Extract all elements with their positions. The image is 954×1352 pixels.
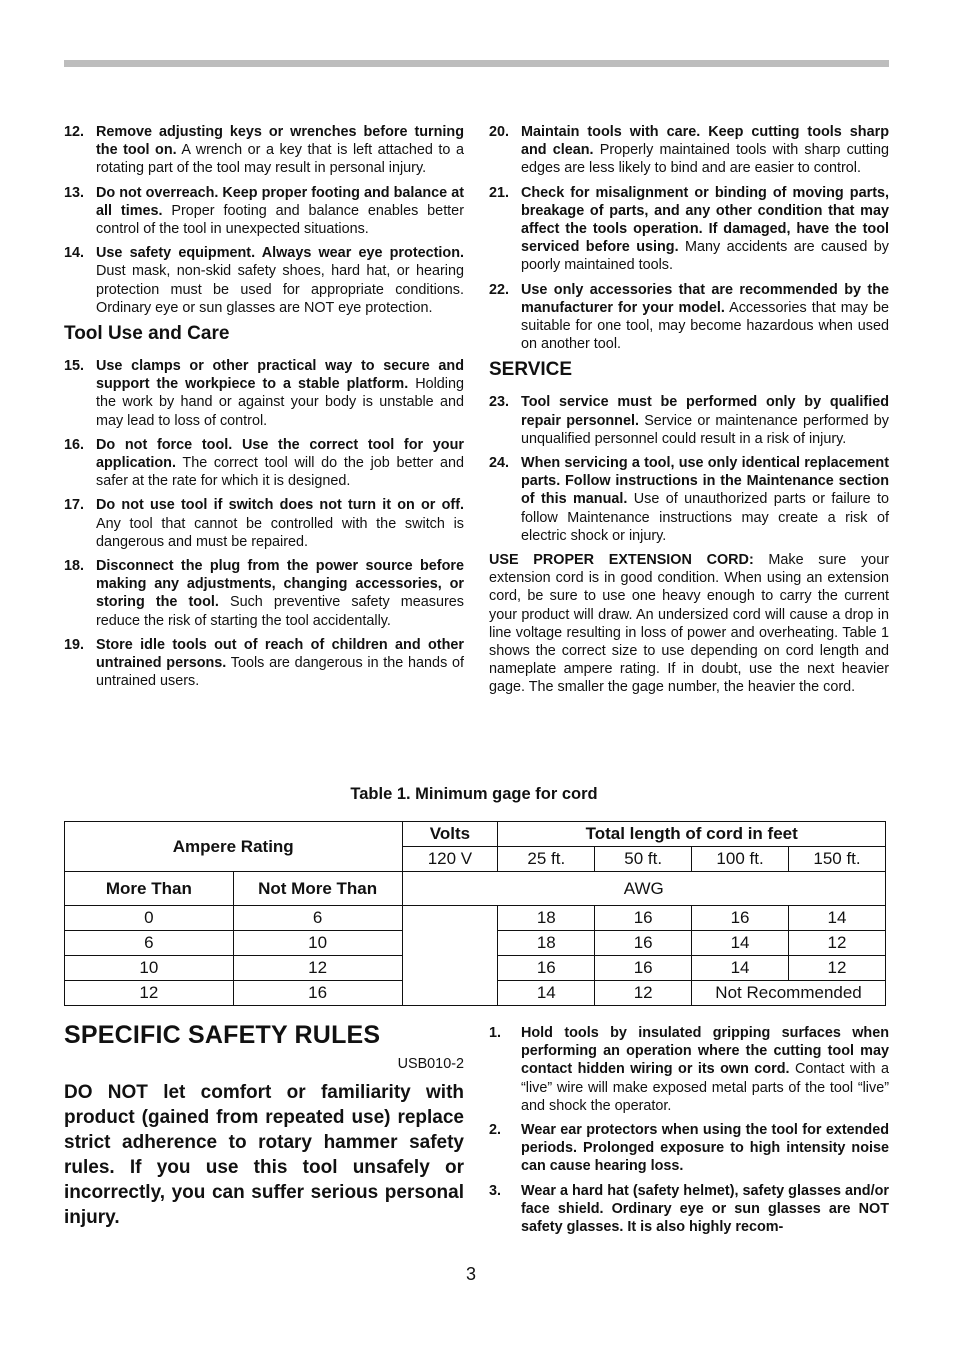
gage-cell: 16 [595,931,692,956]
rule-text: Holding the work by hand or against your body is unstable and may lead to loss of control. [96,376,464,429]
volts-header: Volts [402,822,498,847]
length-100-cell: 100 ft. [692,847,789,872]
not-more-than-cell: 16 [233,981,402,1006]
rule-text: Any tool that cannot be controlled with the switch is dangerous and must be repaired. [96,515,464,550]
table-row [65,906,886,931]
rule-bold: Store idle tools out of reach of children and other untrained persons. [96,636,464,672]
rule-bold: Do not overreach. Keep proper footing and balance at all times. [96,184,464,219]
rule-text: Many accidents are caused by poorly maintained tools. [521,239,889,274]
gage-cell: 18 [498,931,595,956]
rule-item-19 [64,636,464,691]
table-title: Table 1. Minimum gage for cord [350,785,598,803]
more-than-cell: 12 [65,981,234,1006]
page-number: 3 [466,1264,477,1284]
not-more-than-cell: 12 [233,956,402,981]
length-25-cell: 25 ft. [498,847,595,872]
gage-cell: 14 [692,956,789,981]
rule-bold: Tool service must be performed only by qualified repair personnel. [521,394,889,429]
rule-text: The correct tool will do the job better and safer at the rate for which it is designed. [96,455,464,490]
more-than-cell: 6 [65,931,234,956]
not-more-than-header: Not More Than [233,872,402,906]
not-more-than-cell: 6 [233,906,402,931]
more-than-cell: 10 [65,956,234,981]
rule-text: Contact with a “live” wire will make exposed metal parts of the tool “live” and shock the operator. [521,1061,890,1114]
gage-cell: 12 [789,931,886,956]
rule-bold: Use only accessories that are recommended by the manufacturer for your model. [521,281,889,316]
rule-number: 3. [489,1182,502,1199]
rule-bold: Do not use tool if switch does not turn it on or off. [96,497,464,514]
rule-item-15 [64,357,464,430]
rule-item-23 [489,393,889,448]
rule-bold: Do not force tool. Use the correct tool for your application. [96,436,464,472]
rule-number: 24. [489,455,510,472]
rule-text: A wrench or a key that is left attached to a rotating part of the tool may result in personal injury. [96,142,464,177]
rule-number: 15. [64,358,85,375]
warning-paragraph: DO NOT let comfort or familiarity with product (gained from repeated use) replace strict adherence to rotary hammer safety rules. If you use this tool unsafely or incorrectly, you can suffer serious personal injury. [64,1082,464,1228]
service-heading: SERVICE [489,359,573,381]
rule-text: Service or maintenance performed by unqualified personnel could result in a risk of injury. [521,412,889,447]
total-length-header: Total length of cord in feet [498,822,886,847]
rule-bold: Use safety equipment. Always wear eye protection. [96,245,464,262]
rule-item-21 [489,184,889,275]
rule-number: 1. [489,1025,502,1041]
rule-number: 12. [64,124,85,140]
rule-bold: Wear a hard hat (safety helmet), safety glasses and/or face shield. Ordinary eye or sun glasses are NOT safety glasses. It is also highly recom- [521,1182,889,1236]
rule-bold: Wear ear protectors when using the tool for extended periods. Prolonged exposure to high intensity noise can cause hearing loss. [521,1122,889,1175]
length-150-cell: 150 ft. [789,847,886,872]
rule-text: Proper footing and balance enables better control of the tool in unexpected situations. [96,202,464,238]
extension-cord-paragraph [489,551,889,697]
specific-rule-item-3 [489,1182,889,1237]
rule-bold: When servicing a tool, use only identical replacement parts. Follow instructions in the Maintenance section of this manual. [521,455,889,508]
gage-cell: 14 [789,906,886,931]
rule-bold: Maintain tools with care. Keep cutting tools sharp and clean. [521,124,889,159]
rule-item-17 [64,496,464,551]
rule-bold: Check for misalignment or binding of moving parts, breakage of parts, and any other condition that may affect the tools operation. If damaged, have the tool serviced before using. [521,184,889,256]
rule-item-14 [64,244,464,317]
gage-cell: 16 [595,906,692,931]
specific-rule-item-1 [489,1024,889,1115]
rule-number: 14. [64,245,85,262]
voltage-cell: 120 V [402,847,498,872]
length-50-cell: 50 ft. [595,847,692,872]
gage-cell: 16 [498,956,595,981]
rule-text: Tools are dangerous in the hands of untrained users. [96,655,464,690]
specific-rules-title: SPECIFIC SAFETY RULES [64,1021,381,1049]
specific-rules-list [489,1024,889,1242]
gage-cell: 16 [595,956,692,981]
more-than-header: More Than [65,872,234,906]
rule-item-24 [489,454,889,545]
rule-number: 19. [64,636,85,653]
extension-cord-text: Make sure your extension cord is in good condition. When using an extension cord, be sure to use one heavy enough to carry the current your product will draw. An undersized cord will cause a drop in line voltage resulting in loss of power and overheating. Table 1 shows the correct size to use depending on cord length and nameplate ampere rating. If in doubt, use the next heavier gage. The smaller the gage number, the heavier the cord. [489,552,889,696]
gage-cell: 16 [692,906,789,931]
rule-number: 18. [64,558,85,575]
tool-use-heading: Tool Use and Care [64,323,230,345]
rule-item-12 [64,123,464,178]
gage-cell: 12 [595,981,692,1006]
awg-header: AWG [402,872,886,906]
left-column [64,123,464,696]
rule-text: Accessories that may be suitable for one tool, may become hazardous when used on another tool. [521,299,889,353]
rule-number: 16. [64,436,85,453]
rule-item-16 [64,436,464,491]
document-code: USB010-2 [397,1056,464,1072]
extension-cord-label: USE PROPER EXTENSION CORD: [489,552,754,569]
rule-bold: Use clamps or other practical way to secure and support the workpiece to a stable platform. [96,358,464,393]
rule-bold: Hold tools by insulated gripping surfaces when performing an operation where the cutting tool may contact hidden wiring or its own cord. [521,1025,889,1078]
more-than-cell: 0 [65,906,234,931]
specific-rules-intro [64,1020,464,1230]
rule-number: 2. [489,1122,502,1139]
not-recommended-cell: Not Recommended [692,981,886,1006]
ampere-rating-header: Ampere Rating [65,822,403,872]
rule-item-13 [64,184,464,239]
rule-number: 21. [489,184,510,201]
rule-bold: Disconnect the plug from the power source before making any adjustments, changing accessories, or storing the tool. [96,558,464,611]
gage-cell: 14 [692,931,789,956]
rule-text: Such preventive safety measures reduce the risk of starting the tool accidentally. [96,594,464,629]
gage-cell: 18 [498,906,595,931]
not-more-than-cell: 10 [233,931,402,956]
header-rule [64,60,889,67]
rule-item-22 [489,281,889,354]
rule-item-20 [489,123,889,178]
rule-text: Properly maintained tools with sharp cutting edges are less likely to bind and are easier to control. [521,142,889,177]
gage-cell: 12 [789,956,886,981]
rule-number: 13. [64,184,85,201]
rule-number: 22. [489,281,510,298]
rule-number: 17. [64,497,85,514]
right-column [489,123,889,697]
cord-gage-table [64,821,886,1006]
rule-text: Use of unauthorized parts or failure to follow Maintenance instructions may create a risk of electric shock or injury. [521,491,889,544]
rule-number: 23. [489,394,510,411]
rule-number: 20. [489,124,510,140]
rule-item-18 [64,557,464,630]
volts-blank-cell [402,906,498,1006]
rule-text: Dust mask, non-skid safety shoes, hard hat, or hearing protection must be used for appropriate conditions. Ordinary eye or sun glasses are NOT eye protection. [96,263,464,316]
gage-cell: 14 [498,981,595,1006]
rule-bold: Remove adjusting keys or wrenches before turning the tool on. [96,124,464,159]
specific-rule-item-2 [489,1121,889,1176]
